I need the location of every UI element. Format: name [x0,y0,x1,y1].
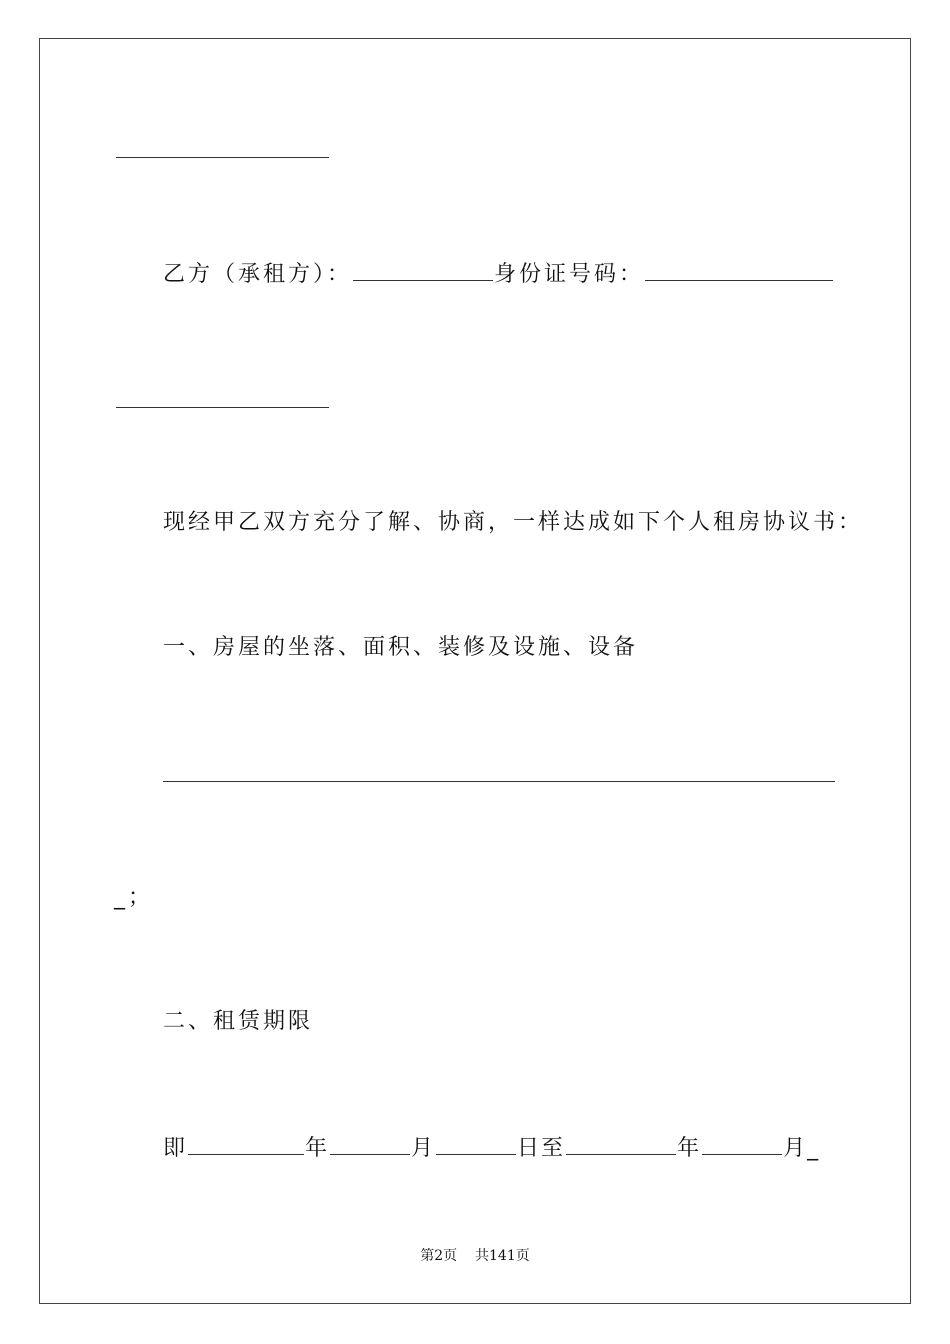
start-month-blank [330,1132,410,1155]
end-month-blank [702,1132,782,1155]
blank-line-location [163,781,835,782]
agreement-intro: 现经甲乙双方充分了解、协商，一样达成如下个人租房协议书： [163,510,864,535]
term-prefix: 即 [163,1136,188,1161]
start-day-blank [436,1132,516,1155]
page-border [39,38,911,1304]
term-year-2: 年 [677,1136,702,1161]
total-pages: 共141页 [475,1248,530,1264]
term-month-1: 月 [411,1136,436,1161]
term-year-1: 年 [305,1136,330,1161]
section-one-end: _； [114,885,154,910]
page-footer [0,1246,950,1266]
section-one-title: 一、房屋的坐落、面积、装修及设施、设备 [163,635,639,660]
id-number-label: 身份证号码： [494,262,645,287]
blank-line-top [116,157,329,158]
id-number-blank [645,258,833,281]
party-b-label: 乙方（承租方）： [163,262,353,287]
section-two-title: 二、租赁期限 [163,1009,314,1034]
blank-line-id-continuation [116,407,329,408]
term-month-2: 月_ [783,1136,821,1161]
party-b-line [163,258,834,290]
term-day-to: 日至 [517,1136,566,1161]
start-year-blank [188,1132,304,1155]
party-b-name-blank [353,258,493,281]
page-number: 第2页 [420,1248,458,1264]
end-year-blank [566,1132,676,1155]
term-line [163,1132,820,1164]
